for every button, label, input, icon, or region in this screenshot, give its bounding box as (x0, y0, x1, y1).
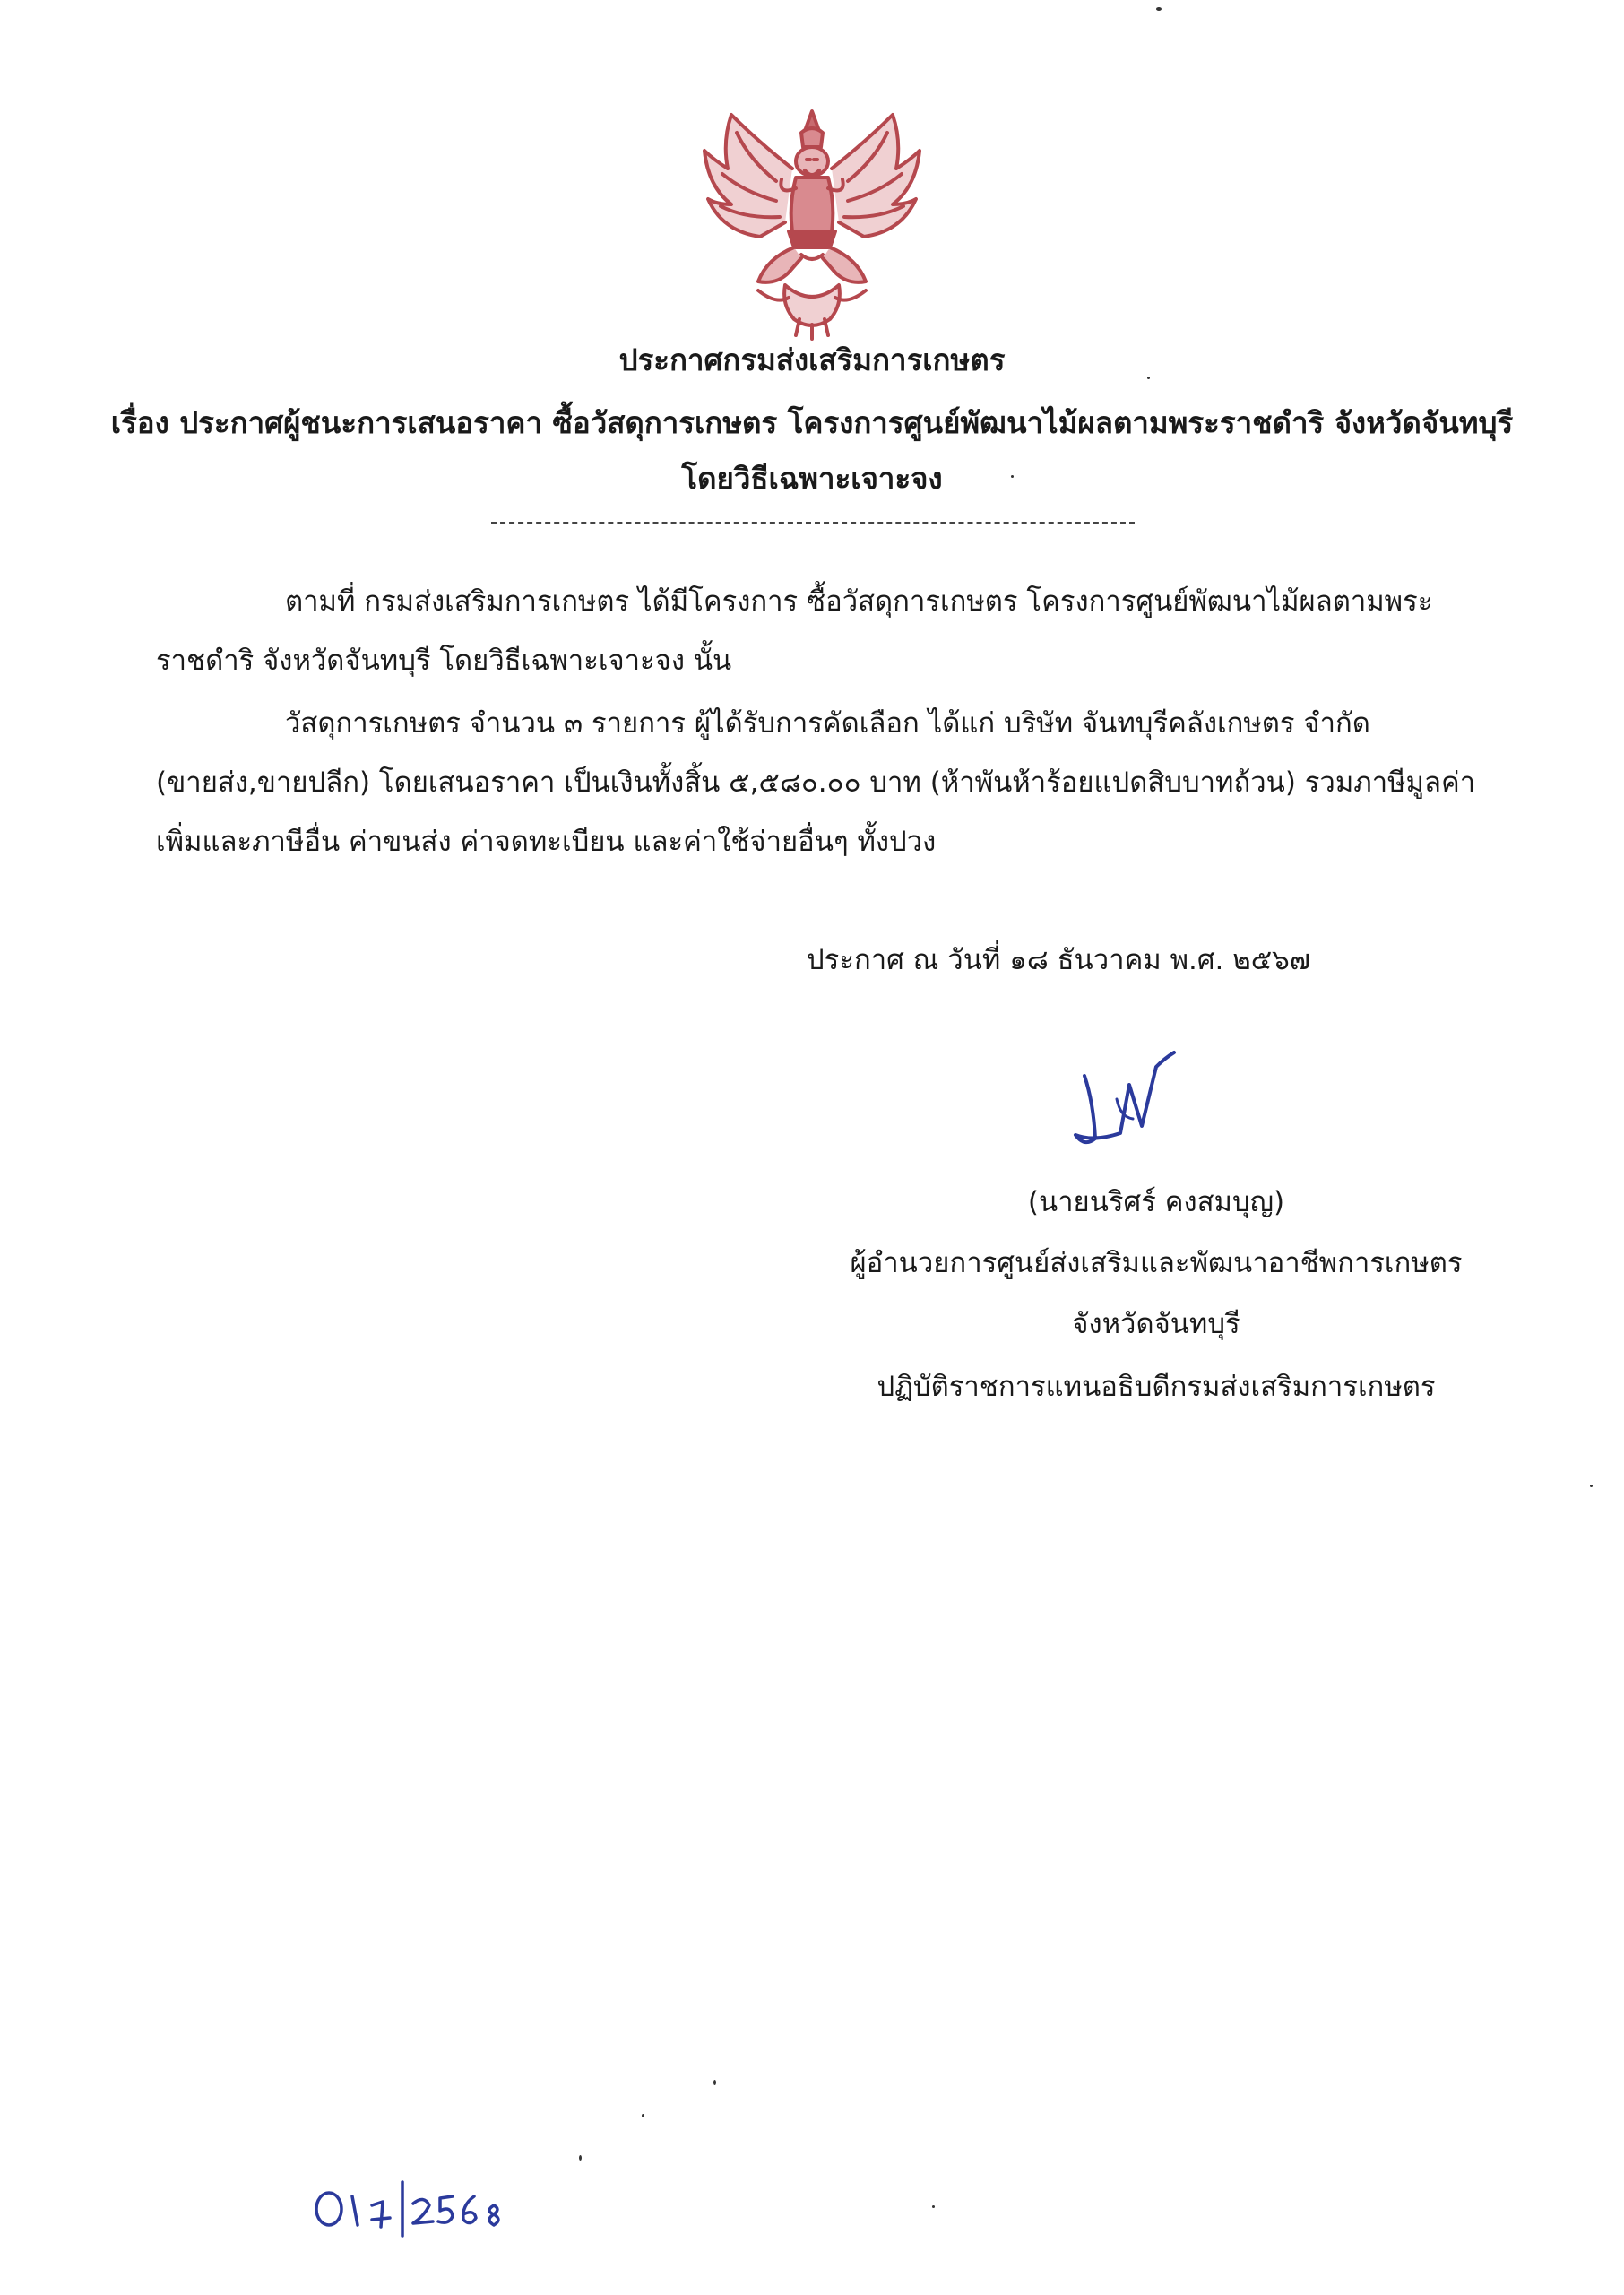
handwritten-signature (1067, 1049, 1201, 1156)
scan-speck (1011, 475, 1014, 478)
signatory-position-2: จังหวัดจันทบุรี (1072, 1308, 1240, 1340)
paragraph-1-line-2: ราชดำริ จังหวัดจันทบุรี โดยวิธีเฉพาะเจาะจง นั้น (156, 645, 732, 677)
scan-speck (579, 2155, 582, 2161)
announcement-subject: เรื่อง ประกาศผู้ชนะการเสนอราคา ซื้อวัสดุการเกษตร โครงการศูนย์พัฒนาไม้ผลตามพระราชดำริ จังหวัดจันทบุรี (110, 405, 1514, 440)
signatory-name: (นายนริศร์ คงสมบุญ) (1027, 1186, 1285, 1218)
announcement-date: ประกาศ ณ วันที่ ๑๘ ธันวาคม พ.ศ. ๒๕๖๗ (807, 944, 1311, 976)
announcement-title: ประกาศกรมส่งเสริมการเกษตร (618, 342, 1006, 377)
paragraph-2-line-2: (ขายส่ง,ขายปลีก) โดยเสนอราคา เป็นเงินทั้งสิ้น ๕,๕๘๐.๐๐ บาท (ห้าพันห้าร้อยแปดสิบบาทถ้วน) รวมภาษีมูลค่า (156, 766, 1476, 799)
scan-speck (1147, 377, 1150, 379)
scan-speck (1156, 7, 1162, 11)
handwritten-reference-number (309, 2169, 524, 2241)
scan-speck (642, 2114, 644, 2117)
scan-speck (932, 2205, 935, 2208)
paragraph-1-line-1: ตามที่ กรมส่งเสริมการเกษตร ได้มีโครงการ ซื้อวัสดุการเกษตร โครงการศูนย์พัฒนาไม้ผลตามพระ (285, 585, 1433, 618)
scan-speck (713, 2080, 716, 2085)
procurement-method: โดยวิธีเฉพาะเจาะจง (681, 461, 943, 496)
scan-speck (1590, 1485, 1593, 1487)
garuda-emblem-icon (695, 106, 929, 341)
signatory-position-3: ปฏิบัติราชการแทนอธิบดีกรมส่งเสริมการเกษตร (877, 1371, 1436, 1403)
dashed-divider (491, 522, 1135, 524)
paragraph-2-line-3: เพิ่มและภาษีอื่น ค่าขนส่ง ค่าจดทะเบียน และค่าใช้จ่ายอื่นๆ ทั้งปวง (156, 826, 937, 858)
paragraph-2-line-1: วัสดุการเกษตร จำนวน ๓ รายการ ผู้ได้รับการคัดเลือก ได้แก่ บริษัท จันทบุรีคลังเกษตร จำกัด (285, 707, 1370, 740)
signatory-position-1: ผู้อำนวยการศูนย์ส่งเสริมและพัฒนาอาชีพการเกษตร (850, 1247, 1463, 1279)
